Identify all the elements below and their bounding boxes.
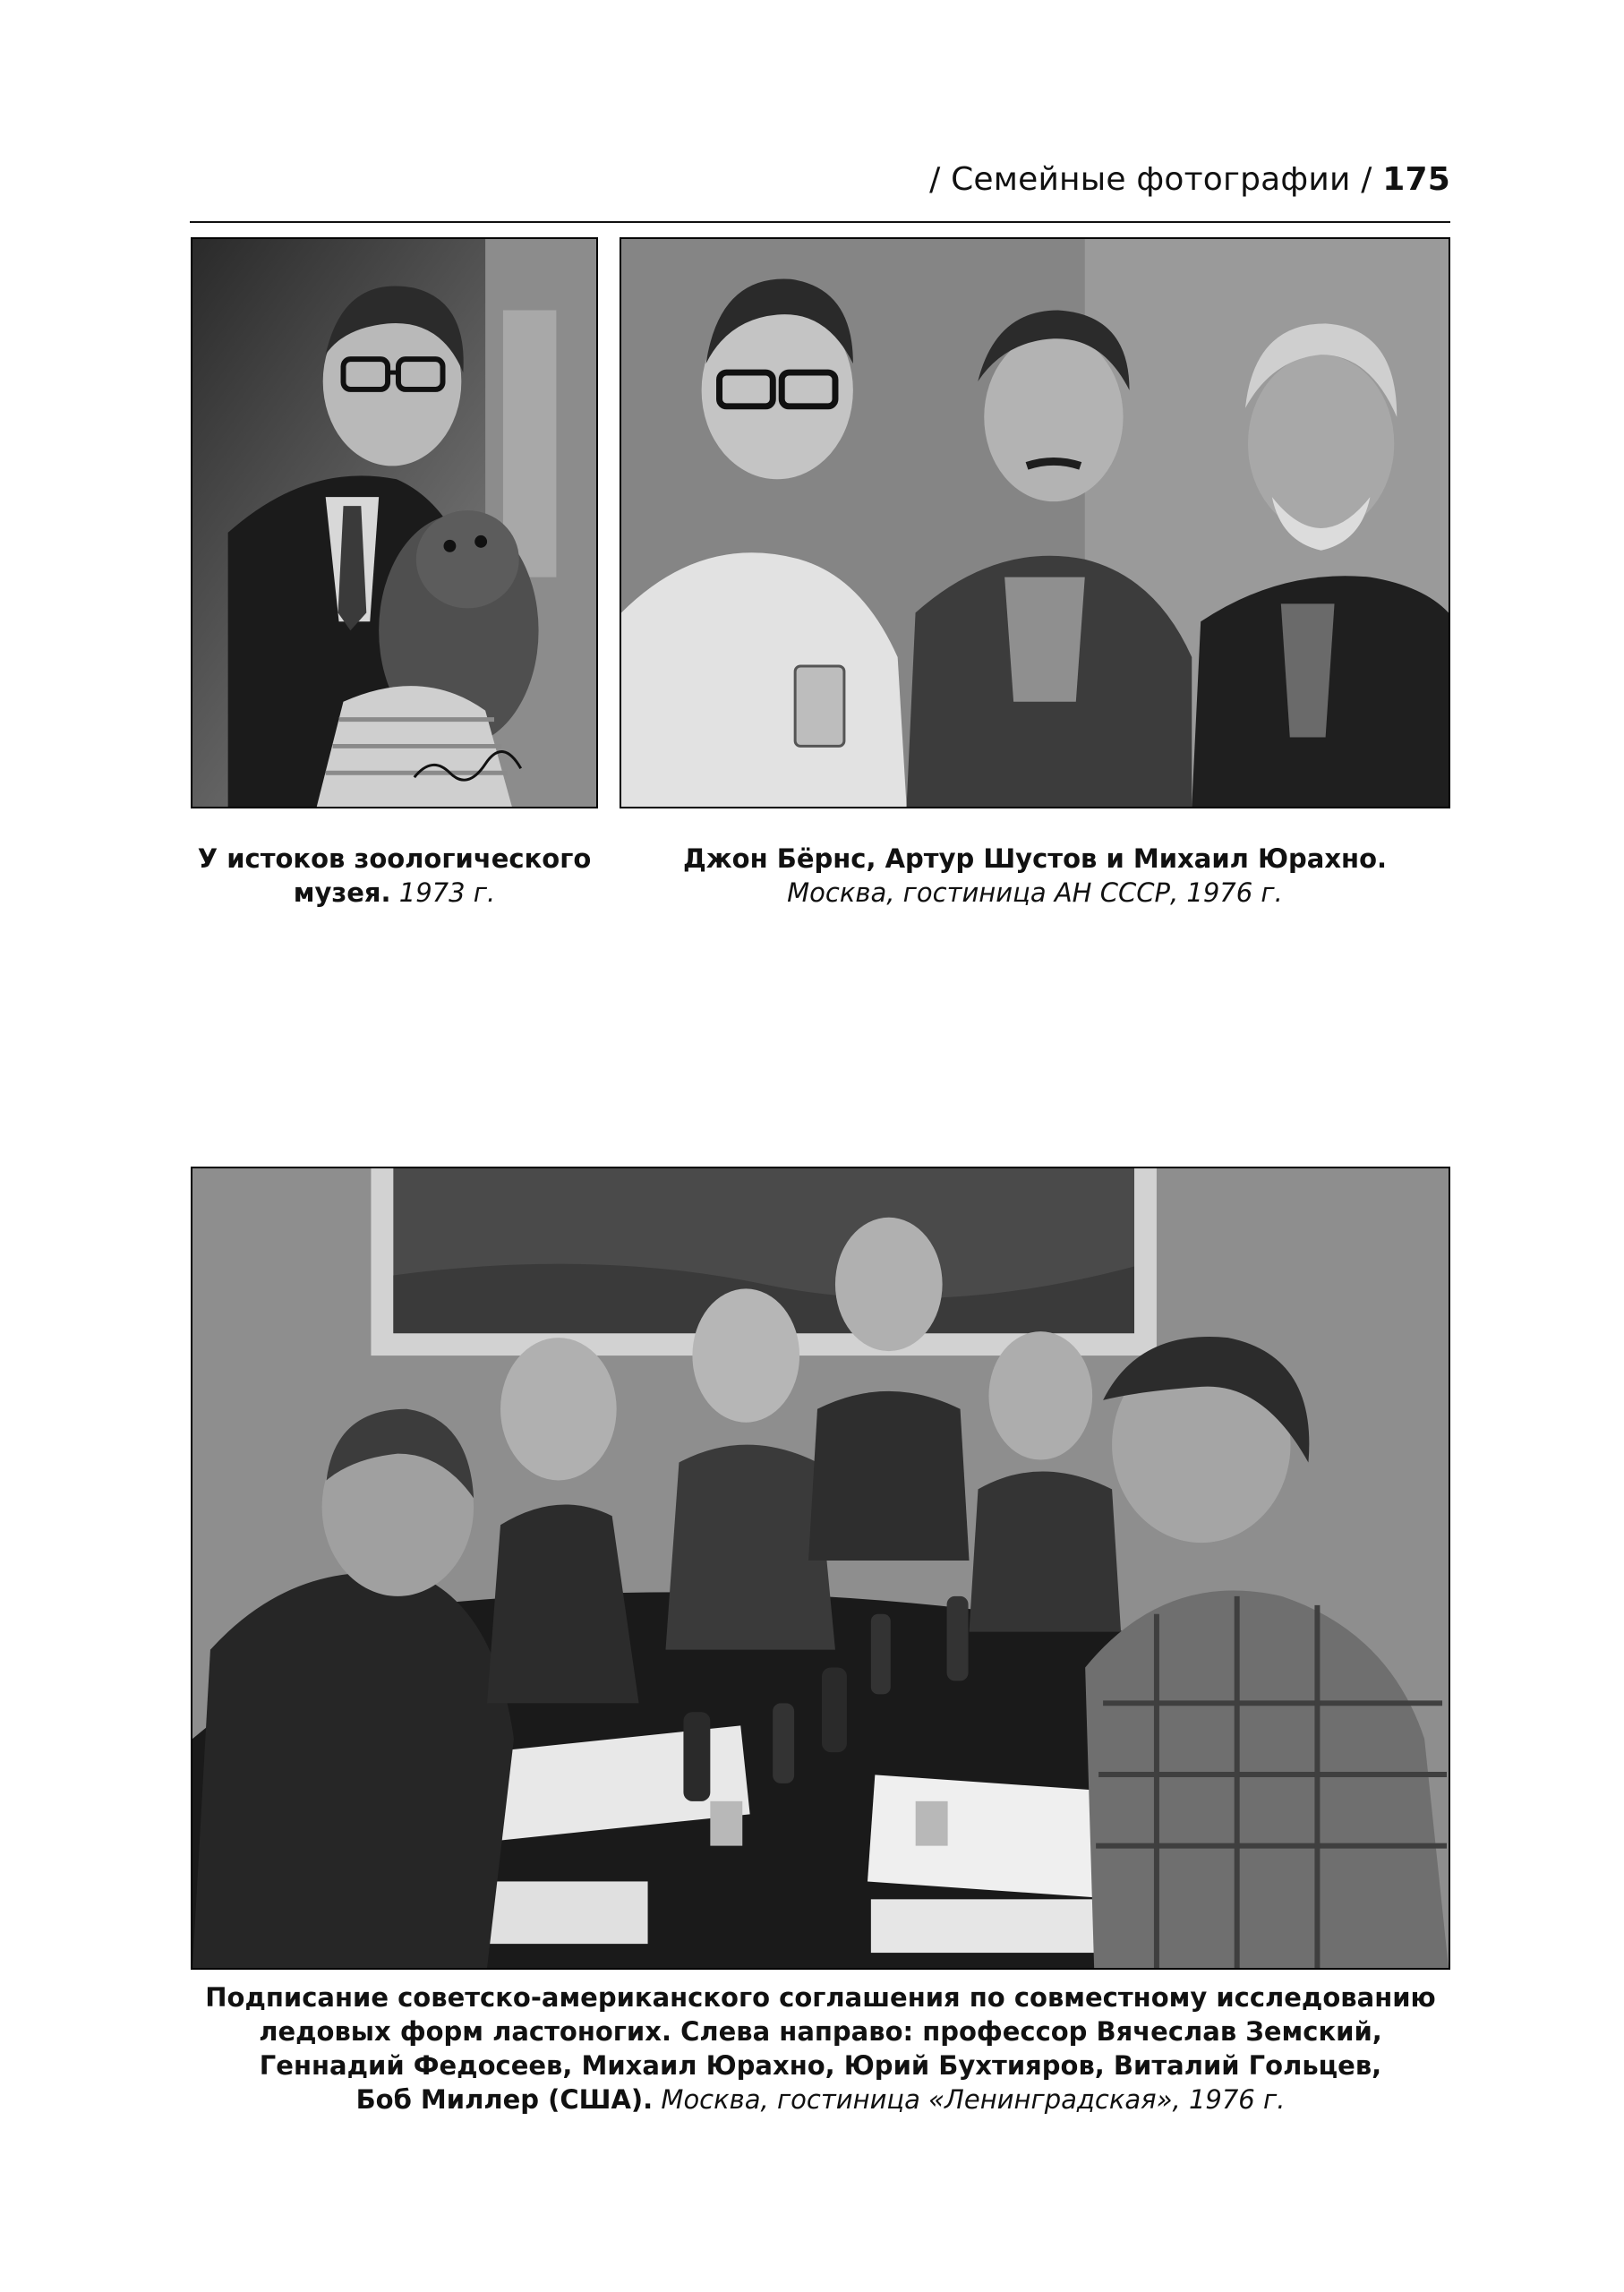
photo-three-men-caption xyxy=(620,842,1450,910)
caption-bold-line2: музея. xyxy=(293,877,391,908)
page-number: 175 xyxy=(1382,161,1450,198)
photo-three-men-image xyxy=(621,239,1449,807)
caption-bold: Джон Бёрнс, Артур Шустов и Михаил Юрахно. xyxy=(682,843,1388,874)
caption-italic: Москва, гостиница АН СССР, 1976 г. xyxy=(787,877,1283,908)
caption-line4-italic: Москва, гостиница «Ленинградская», 1976 г. xyxy=(661,2084,1286,2115)
caption-line2: ледовых форм ластоногих. Слева направо: профессор Вячеслав Земский, xyxy=(259,2016,1382,2047)
photo-museum-origins-caption xyxy=(191,842,598,910)
photo-three-men xyxy=(620,237,1450,808)
caption-line1: Подписание советско-американского соглашения по совместному исследованию xyxy=(205,1982,1436,2013)
running-head xyxy=(929,161,1450,198)
running-head-section: / Семейные фотографии / xyxy=(929,161,1372,198)
photo-museum-origins-image xyxy=(192,239,596,807)
photo-agreement-signing-image xyxy=(192,1168,1449,1968)
caption-line3: Геннадий Федосеев, Михаил Юрахно, Юрий Бухтияров, Виталий Гольцев, xyxy=(259,2050,1382,2081)
header-rule xyxy=(190,221,1450,223)
caption-bold-line1: У истоков зоологического xyxy=(197,843,592,874)
caption-line4-bold: Боб Миллер (США). xyxy=(355,2084,654,2115)
photo-museum-origins xyxy=(191,237,598,808)
photo-agreement-signing-caption xyxy=(191,1980,1450,2117)
caption-italic: 1973 г. xyxy=(398,877,496,908)
photo-agreement-signing xyxy=(191,1167,1450,1970)
